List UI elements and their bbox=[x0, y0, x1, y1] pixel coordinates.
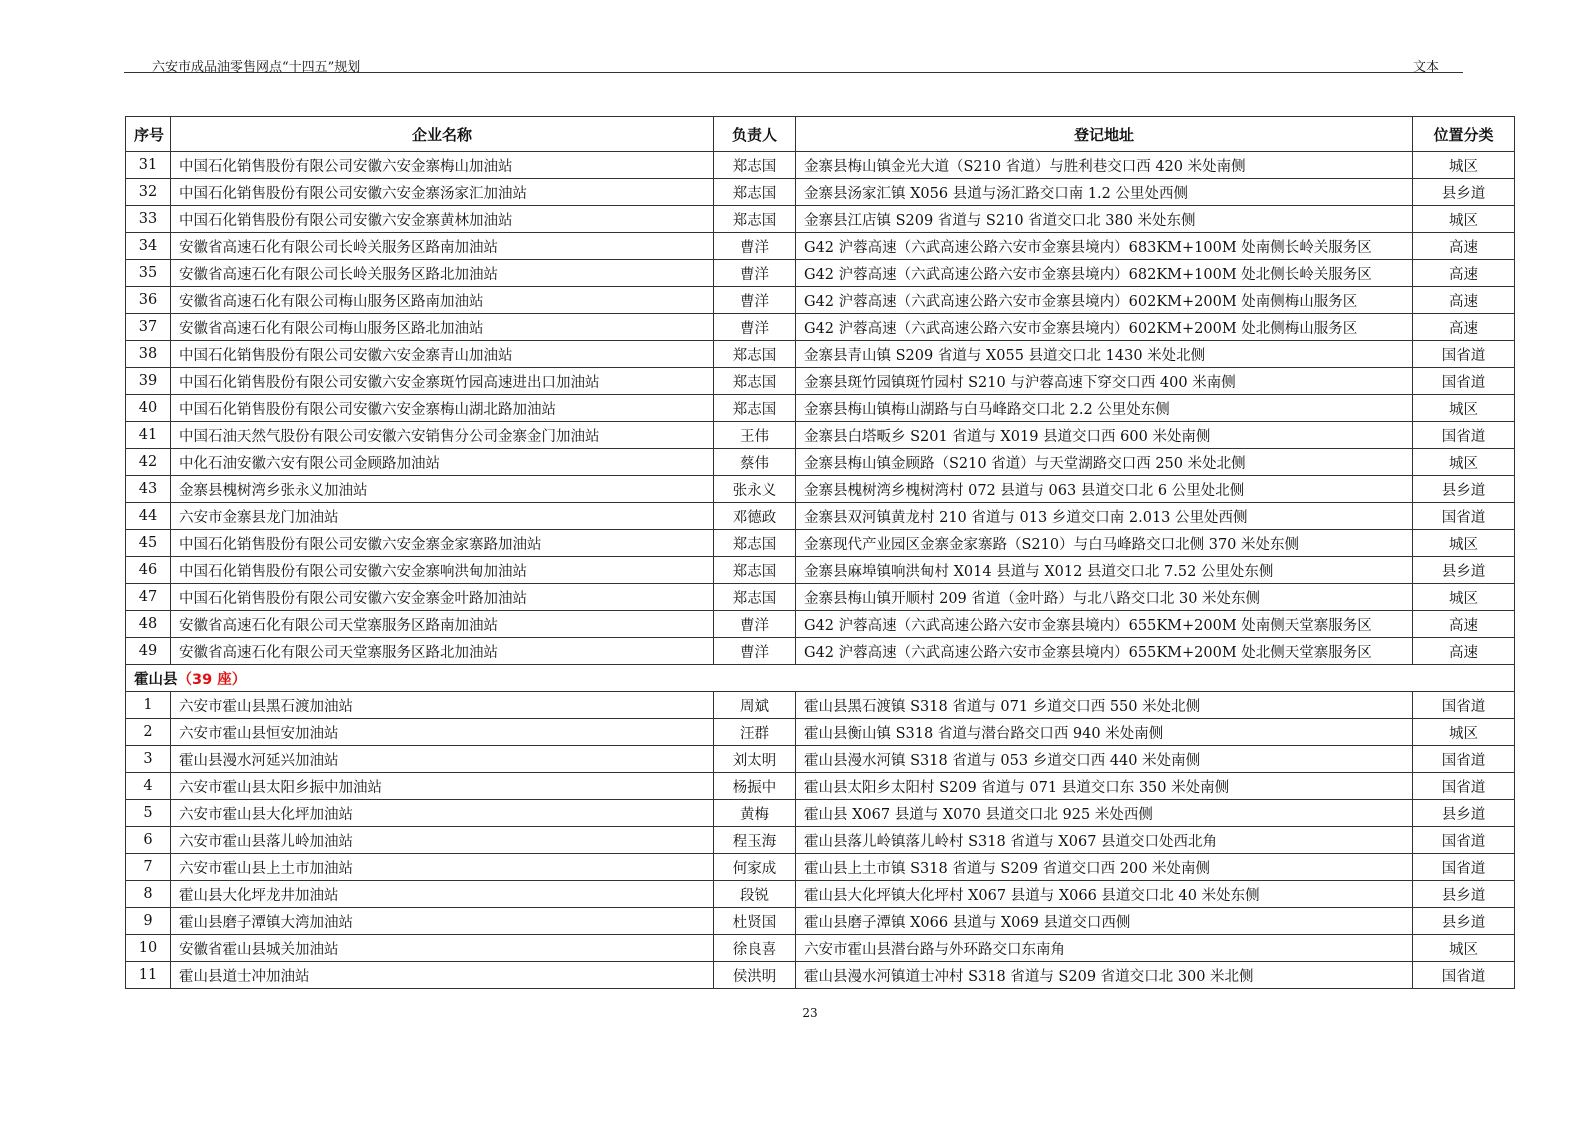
cell-address: 金寨县青山镇 S209 省道与 X055 县道交口北 1430 米处北侧 bbox=[796, 341, 1413, 368]
cell-category: 县乡道 bbox=[1413, 881, 1515, 908]
cell-address: 霍山县衡山镇 S318 省道与潜台路交口西 940 米处南侧 bbox=[796, 719, 1413, 746]
cell-address: 霍山县上土市镇 S318 省道与 S209 省道交口西 200 米处南侧 bbox=[796, 854, 1413, 881]
cell-company: 霍山县道士冲加油站 bbox=[171, 962, 714, 989]
cell-person: 郑志国 bbox=[714, 341, 796, 368]
table-body-jinzhai bbox=[126, 152, 1515, 665]
cell-person: 杨振中 bbox=[714, 773, 796, 800]
cell-category: 国省道 bbox=[1413, 422, 1515, 449]
col-header-company: 企业名称 bbox=[171, 117, 714, 152]
table-row bbox=[126, 854, 1515, 881]
cell-number: 47 bbox=[126, 584, 171, 611]
cell-company: 中国石化销售股份有限公司安徽六安金寨斑竹园高速进出口加油站 bbox=[171, 368, 714, 395]
col-header-number: 序号 bbox=[126, 117, 171, 152]
table-header-row bbox=[126, 117, 1515, 152]
cell-company: 中国石化销售股份有限公司安徽六安金寨青山加油站 bbox=[171, 341, 714, 368]
cell-person: 蔡伟 bbox=[714, 449, 796, 476]
cell-person: 侯洪明 bbox=[714, 962, 796, 989]
cell-category: 县乡道 bbox=[1413, 476, 1515, 503]
table-row bbox=[126, 179, 1515, 206]
table-row bbox=[126, 314, 1515, 341]
table-row bbox=[126, 395, 1515, 422]
cell-category: 高速 bbox=[1413, 611, 1515, 638]
table-row bbox=[126, 692, 1515, 719]
gas-station-table bbox=[125, 116, 1515, 989]
cell-number: 45 bbox=[126, 530, 171, 557]
cell-address: 金寨现代产业园区金寨金家寨路（S210）与白马峰路交口北侧 370 米处东侧 bbox=[796, 530, 1413, 557]
cell-address: G42 沪蓉高速（六武高速公路六安市金寨县境内）655KM+200M 处南侧天堂寨服务区 bbox=[796, 611, 1413, 638]
cell-category: 城区 bbox=[1413, 935, 1515, 962]
cell-person: 刘太明 bbox=[714, 746, 796, 773]
cell-company: 霍山县磨子潭镇大湾加油站 bbox=[171, 908, 714, 935]
table-row bbox=[126, 422, 1515, 449]
cell-address: 霍山县漫水河镇 S318 省道与 053 乡道交口西 440 米处南侧 bbox=[796, 746, 1413, 773]
cell-company: 中国石化销售股份有限公司安徽六安金寨梅山加油站 bbox=[171, 152, 714, 179]
cell-address: 金寨县汤家汇镇 X056 县道与汤汇路交口南 1.2 公里处西侧 bbox=[796, 179, 1413, 206]
cell-person: 徐良喜 bbox=[714, 935, 796, 962]
cell-address: G42 沪蓉高速（六武高速公路六安市金寨县境内）602KM+200M 处南侧梅山服务区 bbox=[796, 287, 1413, 314]
cell-category: 国省道 bbox=[1413, 746, 1515, 773]
table-row bbox=[126, 557, 1515, 584]
cell-address: 金寨县江店镇 S209 省道与 S210 省道交口北 380 米处东侧 bbox=[796, 206, 1413, 233]
cell-person: 郑志国 bbox=[714, 584, 796, 611]
table-row bbox=[126, 773, 1515, 800]
table-row bbox=[126, 827, 1515, 854]
table-row bbox=[126, 908, 1515, 935]
header-rule bbox=[124, 72, 1463, 73]
cell-category: 城区 bbox=[1413, 584, 1515, 611]
cell-number: 39 bbox=[126, 368, 171, 395]
cell-person: 曹洋 bbox=[714, 314, 796, 341]
cell-company: 安徽省高速石化有限公司天堂寨服务区路南加油站 bbox=[171, 611, 714, 638]
cell-company: 中国石油天然气股份有限公司安徽六安销售分公司金寨金门加油站 bbox=[171, 422, 714, 449]
cell-address: 霍山县黑石渡镇 S318 省道与 071 乡道交口西 550 米处北侧 bbox=[796, 692, 1413, 719]
cell-company: 六安市霍山县落儿岭加油站 bbox=[171, 827, 714, 854]
section-count: （39 座） bbox=[177, 671, 247, 688]
cell-company: 安徽省高速石化有限公司天堂寨服务区路北加油站 bbox=[171, 638, 714, 665]
cell-number: 48 bbox=[126, 611, 171, 638]
table-row bbox=[126, 368, 1515, 395]
cell-address: 六安市霍山县潜台路与外环路交口东南角 bbox=[796, 935, 1413, 962]
table-row bbox=[126, 584, 1515, 611]
cell-category: 城区 bbox=[1413, 719, 1515, 746]
cell-company: 安徽省高速石化有限公司梅山服务区路南加油站 bbox=[171, 287, 714, 314]
cell-number: 40 bbox=[126, 395, 171, 422]
cell-person: 郑志国 bbox=[714, 152, 796, 179]
cell-category: 县乡道 bbox=[1413, 179, 1515, 206]
section-cell bbox=[126, 665, 1515, 692]
cell-company: 霍山县大化坪龙井加油站 bbox=[171, 881, 714, 908]
cell-company: 安徽省高速石化有限公司梅山服务区路北加油站 bbox=[171, 314, 714, 341]
col-header-category: 位置分类 bbox=[1413, 117, 1515, 152]
cell-company: 中国石化销售股份有限公司安徽六安金寨汤家汇加油站 bbox=[171, 179, 714, 206]
cell-category: 国省道 bbox=[1413, 692, 1515, 719]
cell-category: 城区 bbox=[1413, 395, 1515, 422]
cell-number: 6 bbox=[126, 827, 171, 854]
cell-person: 郑志国 bbox=[714, 395, 796, 422]
cell-category: 高速 bbox=[1413, 233, 1515, 260]
cell-category: 城区 bbox=[1413, 449, 1515, 476]
cell-category: 国省道 bbox=[1413, 962, 1515, 989]
cell-number: 36 bbox=[126, 287, 171, 314]
cell-company: 中化石油安徽六安有限公司金顾路加油站 bbox=[171, 449, 714, 476]
section-row bbox=[126, 665, 1515, 692]
cell-number: 34 bbox=[126, 233, 171, 260]
table-row bbox=[126, 800, 1515, 827]
cell-number: 35 bbox=[126, 260, 171, 287]
cell-address: 霍山县落儿岭镇落儿岭村 S318 省道与 X067 县道交口处西北角 bbox=[796, 827, 1413, 854]
cell-number: 46 bbox=[126, 557, 171, 584]
cell-number: 9 bbox=[126, 908, 171, 935]
cell-company: 六安市霍山县大化坪加油站 bbox=[171, 800, 714, 827]
table-row bbox=[126, 962, 1515, 989]
cell-person: 郑志国 bbox=[714, 530, 796, 557]
cell-company: 中国石化销售股份有限公司安徽六安金寨梅山湖北路加油站 bbox=[171, 395, 714, 422]
cell-address: 金寨县槐树湾乡槐树湾村 072 县道与 063 县道交口北 6 公里处北侧 bbox=[796, 476, 1413, 503]
cell-person: 程玉海 bbox=[714, 827, 796, 854]
cell-number: 32 bbox=[126, 179, 171, 206]
cell-person: 王伟 bbox=[714, 422, 796, 449]
cell-address: 霍山县太阳乡太阳村 S209 省道与 071 县道交口东 350 米处南侧 bbox=[796, 773, 1413, 800]
cell-person: 何家成 bbox=[714, 854, 796, 881]
cell-number: 4 bbox=[126, 773, 171, 800]
cell-number: 3 bbox=[126, 746, 171, 773]
table-body-huoshan bbox=[126, 692, 1515, 989]
cell-address: G42 沪蓉高速（六武高速公路六安市金寨县境内）602KM+200M 处北侧梅山服务区 bbox=[796, 314, 1413, 341]
cell-category: 高速 bbox=[1413, 287, 1515, 314]
table-row bbox=[126, 206, 1515, 233]
table-row bbox=[126, 260, 1515, 287]
cell-person: 周斌 bbox=[714, 692, 796, 719]
cell-category: 国省道 bbox=[1413, 503, 1515, 530]
cell-number: 38 bbox=[126, 341, 171, 368]
cell-address: 金寨县梅山镇开顺村 209 省道（金叶路）与北八路交口北 30 米处东侧 bbox=[796, 584, 1413, 611]
cell-address: 霍山县磨子潭镇 X066 县道与 X069 县道交口西侧 bbox=[796, 908, 1413, 935]
cell-person: 郑志国 bbox=[714, 557, 796, 584]
cell-address: 金寨县斑竹园镇斑竹园村 S210 与沪蓉高速下穿交口西 400 米南侧 bbox=[796, 368, 1413, 395]
cell-category: 县乡道 bbox=[1413, 557, 1515, 584]
cell-category: 县乡道 bbox=[1413, 800, 1515, 827]
cell-company: 六安市金寨县龙门加油站 bbox=[171, 503, 714, 530]
cell-company: 金寨县槐树湾乡张永义加油站 bbox=[171, 476, 714, 503]
cell-number: 2 bbox=[126, 719, 171, 746]
cell-number: 7 bbox=[126, 854, 171, 881]
cell-address: G42 沪蓉高速（六武高速公路六安市金寨县境内）682KM+100M 处北侧长岭关服务区 bbox=[796, 260, 1413, 287]
table-row bbox=[126, 719, 1515, 746]
document-label: 文本 bbox=[1412, 60, 1439, 75]
cell-address: 金寨县麻埠镇响洪甸村 X014 县道与 X012 县道交口北 7.52 公里处东侧 bbox=[796, 557, 1413, 584]
cell-category: 国省道 bbox=[1413, 854, 1515, 881]
cell-category: 高速 bbox=[1413, 638, 1515, 665]
table-row bbox=[126, 152, 1515, 179]
cell-person: 曹洋 bbox=[714, 287, 796, 314]
cell-number: 10 bbox=[126, 935, 171, 962]
document-title: 六安市成品油零售网点“十四五”规划 bbox=[152, 60, 361, 75]
cell-company: 中国石化销售股份有限公司安徽六安金寨金叶路加油站 bbox=[171, 584, 714, 611]
cell-person: 曹洋 bbox=[714, 233, 796, 260]
cell-number: 8 bbox=[126, 881, 171, 908]
cell-company: 霍山县漫水河延兴加油站 bbox=[171, 746, 714, 773]
cell-address: 金寨县白塔畈乡 S201 省道与 X019 县道交口西 600 米处南侧 bbox=[796, 422, 1413, 449]
cell-address: G42 沪蓉高速（六武高速公路六安市金寨县境内）683KM+100M 处南侧长岭关服务区 bbox=[796, 233, 1413, 260]
cell-company: 中国石化销售股份有限公司安徽六安金寨黄林加油站 bbox=[171, 206, 714, 233]
cell-person: 郑志国 bbox=[714, 179, 796, 206]
cell-person: 张永义 bbox=[714, 476, 796, 503]
cell-number: 44 bbox=[126, 503, 171, 530]
cell-address: 金寨县梅山镇金顾路（S210 省道）与天堂湖路交口西 250 米处北侧 bbox=[796, 449, 1413, 476]
cell-category: 国省道 bbox=[1413, 341, 1515, 368]
cell-person: 杜贤国 bbox=[714, 908, 796, 935]
cell-person: 黄梅 bbox=[714, 800, 796, 827]
cell-number: 41 bbox=[126, 422, 171, 449]
cell-category: 国省道 bbox=[1413, 773, 1515, 800]
cell-person: 曹洋 bbox=[714, 611, 796, 638]
cell-category: 县乡道 bbox=[1413, 908, 1515, 935]
cell-category: 国省道 bbox=[1413, 827, 1515, 854]
cell-person: 郑志国 bbox=[714, 206, 796, 233]
cell-company: 六安市霍山县黑石渡加油站 bbox=[171, 692, 714, 719]
cell-person: 汪群 bbox=[714, 719, 796, 746]
cell-number: 5 bbox=[126, 800, 171, 827]
table-row bbox=[126, 611, 1515, 638]
table-row bbox=[126, 503, 1515, 530]
table-row bbox=[126, 530, 1515, 557]
table-row bbox=[126, 746, 1515, 773]
table-row bbox=[126, 449, 1515, 476]
cell-person: 曹洋 bbox=[714, 260, 796, 287]
cell-address: 霍山县大化坪镇大化坪村 X067 县道与 X066 县道交口北 40 米处东侧 bbox=[796, 881, 1413, 908]
cell-address: 金寨县双河镇黄龙村 210 省道与 013 乡道交口南 2.013 公里处西侧 bbox=[796, 503, 1413, 530]
cell-number: 37 bbox=[126, 314, 171, 341]
cell-person: 曹洋 bbox=[714, 638, 796, 665]
table-row bbox=[126, 233, 1515, 260]
table-row bbox=[126, 881, 1515, 908]
cell-category: 城区 bbox=[1413, 152, 1515, 179]
cell-number: 42 bbox=[126, 449, 171, 476]
cell-category: 城区 bbox=[1413, 206, 1515, 233]
table-row bbox=[126, 287, 1515, 314]
cell-company: 安徽省霍山县城关加油站 bbox=[171, 935, 714, 962]
cell-company: 中国石化销售股份有限公司安徽六安金寨响洪甸加油站 bbox=[171, 557, 714, 584]
cell-company: 安徽省高速石化有限公司长岭关服务区路北加油站 bbox=[171, 260, 714, 287]
cell-person: 邓德政 bbox=[714, 503, 796, 530]
cell-address: G42 沪蓉高速（六武高速公路六安市金寨县境内）655KM+200M 处北侧天堂寨服务区 bbox=[796, 638, 1413, 665]
cell-address: 霍山县 X067 县道与 X070 县道交口北 925 米处西侧 bbox=[796, 800, 1413, 827]
cell-category: 城区 bbox=[1413, 530, 1515, 557]
cell-category: 高速 bbox=[1413, 260, 1515, 287]
cell-address: 金寨县梅山镇梅山湖路与白马峰路交口北 2.2 公里处东侧 bbox=[796, 395, 1413, 422]
table-row bbox=[126, 638, 1515, 665]
cell-person: 郑志国 bbox=[714, 368, 796, 395]
cell-category: 国省道 bbox=[1413, 368, 1515, 395]
cell-person: 段锐 bbox=[714, 881, 796, 908]
cell-number: 49 bbox=[126, 638, 171, 665]
cell-company: 安徽省高速石化有限公司长岭关服务区路南加油站 bbox=[171, 233, 714, 260]
cell-category: 高速 bbox=[1413, 314, 1515, 341]
table-row bbox=[126, 476, 1515, 503]
cell-number: 43 bbox=[126, 476, 171, 503]
cell-number: 31 bbox=[126, 152, 171, 179]
page-number: 23 bbox=[802, 1006, 818, 1020]
table-row bbox=[126, 341, 1515, 368]
cell-number: 33 bbox=[126, 206, 171, 233]
cell-company: 中国石化销售股份有限公司安徽六安金寨金家寨路加油站 bbox=[171, 530, 714, 557]
section-name: 霍山县 bbox=[134, 671, 178, 688]
cell-address: 金寨县梅山镇金光大道（S210 省道）与胜利巷交口西 420 米处南侧 bbox=[796, 152, 1413, 179]
col-header-person: 负责人 bbox=[714, 117, 796, 152]
cell-address: 霍山县漫水河镇道士冲村 S318 省道与 S209 省道交口北 300 米北侧 bbox=[796, 962, 1413, 989]
cell-company: 六安市霍山县太阳乡振中加油站 bbox=[171, 773, 714, 800]
section-row-group bbox=[126, 665, 1515, 692]
table-row bbox=[126, 935, 1515, 962]
cell-number: 11 bbox=[126, 962, 171, 989]
cell-company: 六安市霍山县上土市加油站 bbox=[171, 854, 714, 881]
col-header-address: 登记地址 bbox=[796, 117, 1413, 152]
cell-company: 六安市霍山县恒安加油站 bbox=[171, 719, 714, 746]
cell-number: 1 bbox=[126, 692, 171, 719]
